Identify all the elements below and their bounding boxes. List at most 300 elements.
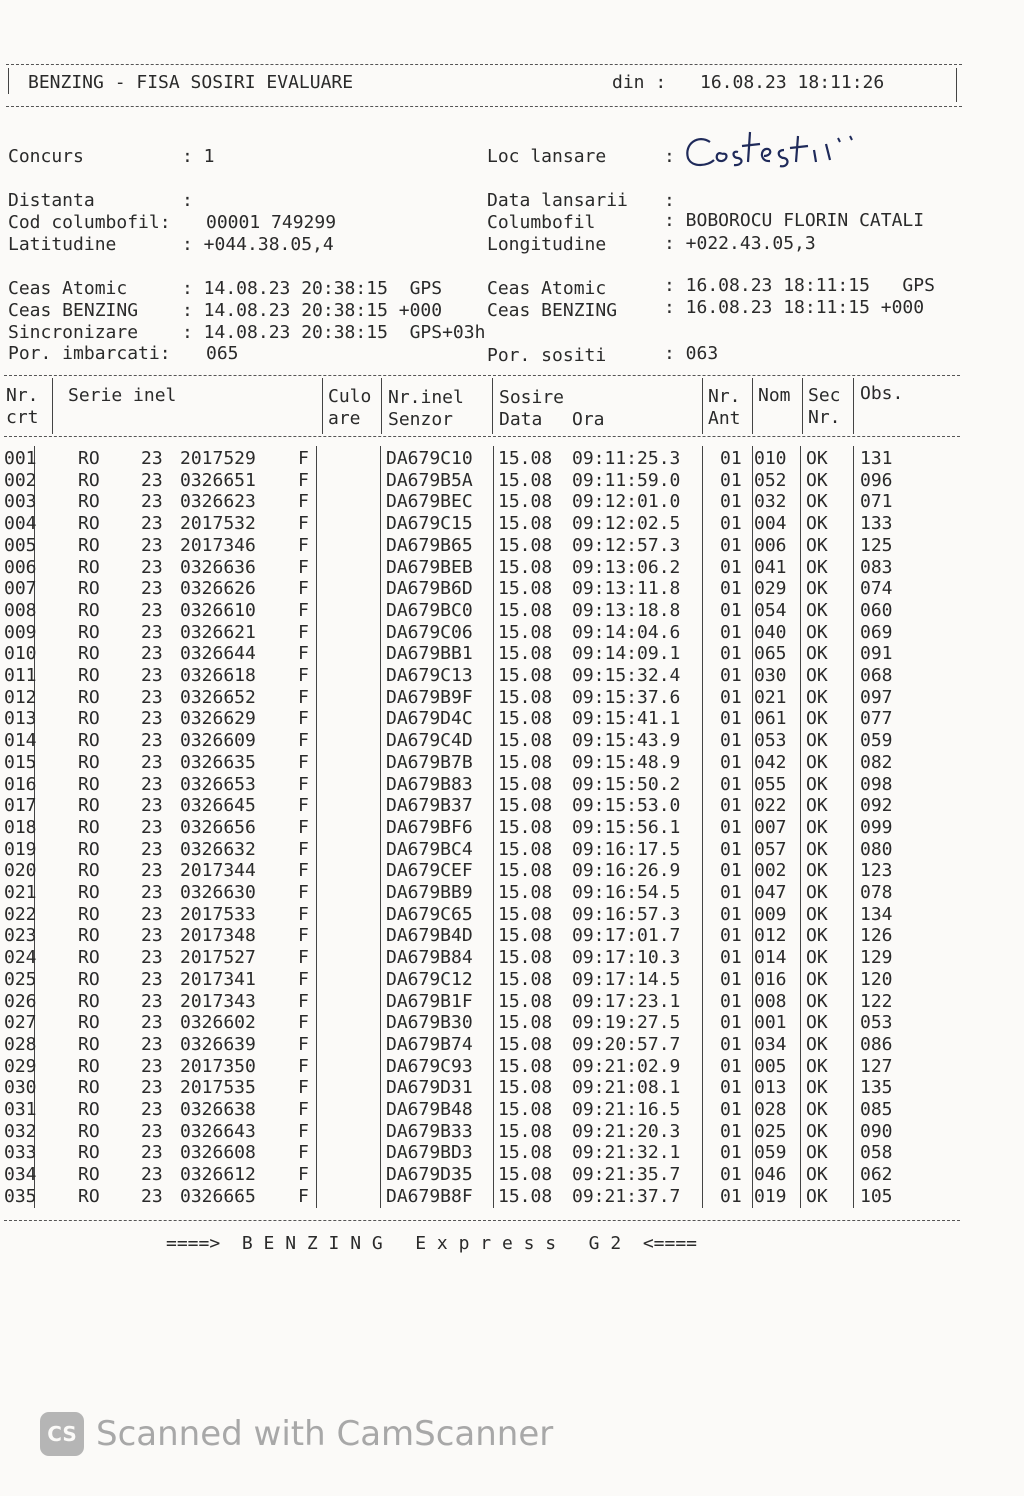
row-arrival-date: 15.08 (498, 1164, 553, 1186)
row-nr: 033 (4, 1142, 37, 1164)
row-sex: F (298, 686, 309, 708)
row-arrival-time: 09:15:53.0 (572, 795, 681, 817)
row-country: RO (78, 534, 100, 556)
row-nr: 004 (4, 513, 37, 535)
distanta-value: : (182, 190, 193, 211)
row-country: RO (78, 1012, 100, 1034)
row-year: 23 (141, 990, 163, 1012)
row-obs: 069 (860, 621, 893, 643)
row-sensor-ring: DA679BC0 (386, 599, 473, 621)
row-sex: F (298, 599, 309, 621)
row-nr: 014 (4, 730, 37, 752)
row-year: 23 (141, 751, 163, 773)
row-antenna: 01 (720, 795, 742, 817)
row-arrival-date: 15.08 (498, 730, 553, 752)
row-sensor-ring: DA679CEF (386, 860, 473, 882)
row-obs: 082 (860, 751, 893, 773)
row-arrival-time: 09:21:35.7 (572, 1164, 681, 1186)
row-sensor-ring: DA679C12 (386, 968, 473, 990)
row-arrival-date: 15.08 (498, 968, 553, 990)
row-arrival-time: 09:15:50.2 (572, 773, 681, 795)
row-nom: 005 (754, 1055, 787, 1077)
row-ring-number: 2017350 (180, 1055, 256, 1077)
row-arrival-time: 09:13:18.8 (572, 599, 681, 621)
row-sec-status: OK (806, 751, 828, 773)
row-country: RO (78, 903, 100, 925)
row-nr: 010 (4, 643, 37, 665)
header-culoare-1: Culo (328, 386, 372, 407)
row-nr: 018 (4, 816, 37, 838)
row-sensor-ring: DA679B33 (386, 1120, 473, 1142)
longitudine-label: Longitudine (487, 234, 607, 255)
row-ring-number: 0326643 (180, 1120, 256, 1142)
row-obs: 096 (860, 469, 893, 491)
row-arrival-date: 15.08 (498, 795, 553, 817)
row-ring-number: 0326644 (180, 643, 256, 665)
row-arrival-date: 15.08 (498, 751, 553, 773)
table-row (0, 904, 1024, 926)
col-sep (381, 378, 382, 434)
row-obs: 077 (860, 708, 893, 730)
row-year: 23 (141, 448, 163, 469)
row-sec-status: OK (806, 448, 828, 469)
row-sec-status: OK (806, 621, 828, 643)
row-arrival-date: 15.08 (498, 491, 553, 513)
row-arrival-date: 15.08 (498, 1120, 553, 1142)
row-sensor-ring: DA679C15 (386, 513, 473, 535)
row-sex: F (298, 1099, 309, 1120)
row-nr: 002 (4, 469, 37, 491)
row-nr: 016 (4, 773, 37, 795)
row-antenna: 01 (720, 1142, 742, 1164)
row-arrival-time: 09:16:57.3 (572, 903, 681, 925)
row-antenna: 01 (720, 838, 742, 860)
row-obs: 120 (860, 968, 893, 990)
row-antenna: 01 (720, 990, 742, 1012)
row-arrival-time: 09:21:08.1 (572, 1077, 681, 1099)
row-sex: F (298, 1142, 309, 1164)
row-arrival-date: 15.08 (498, 578, 553, 600)
row-arrival-time: 09:12:02.5 (572, 513, 681, 535)
row-nr: 025 (4, 968, 37, 990)
row-sex: F (298, 795, 309, 817)
row-antenna: 01 (720, 1012, 742, 1034)
ceas-benzing-end-label: Ceas BENZING (487, 300, 618, 321)
row-ring-number: 0326665 (180, 1185, 256, 1207)
row-year: 23 (141, 773, 163, 795)
col-sep (802, 378, 803, 434)
row-sensor-ring: DA679BEB (386, 556, 473, 578)
row-arrival-time: 09:17:23.1 (572, 990, 681, 1012)
row-sensor-ring: DA679D4C (386, 708, 473, 730)
row-nr: 024 (4, 947, 37, 969)
row-year: 23 (141, 1099, 163, 1120)
row-nr: 022 (4, 903, 37, 925)
row-ring-number: 0326635 (180, 751, 256, 773)
row-sec-status: OK (806, 534, 828, 556)
row-arrival-time: 09:15:41.1 (572, 708, 681, 730)
report-date: 16.08.23 18:11:26 (700, 72, 885, 93)
row-arrival-date: 15.08 (498, 556, 553, 578)
row-arrival-time: 09:11:59.0 (572, 469, 681, 491)
row-sec-status: OK (806, 643, 828, 665)
row-nr: 027 (4, 1012, 37, 1034)
row-antenna: 01 (720, 469, 742, 491)
row-ring-number: 0326630 (180, 882, 256, 903)
row-sex: F (298, 860, 309, 882)
header-culoare-2: are (328, 408, 361, 429)
row-sex: F (298, 469, 309, 491)
row-nom: 008 (754, 990, 787, 1012)
row-nr: 001 (4, 448, 37, 469)
row-sec-status: OK (806, 773, 828, 795)
row-sec-status: OK (806, 860, 828, 882)
row-ring-number: 0326656 (180, 816, 256, 838)
row-arrival-date: 15.08 (498, 513, 553, 535)
header-nr: Nr. (6, 385, 39, 406)
row-sex: F (298, 448, 309, 469)
row-nom: 025 (754, 1120, 787, 1142)
row-sensor-ring: DA679C93 (386, 1055, 473, 1077)
table-row (0, 817, 1024, 839)
row-nom: 007 (754, 816, 787, 838)
row-nom: 034 (754, 1033, 787, 1055)
row-sensor-ring: DA679B4D (386, 925, 473, 947)
row-sensor-ring: DA679C06 (386, 621, 473, 643)
row-sex: F (298, 947, 309, 969)
row-sensor-ring: DA679B74 (386, 1033, 473, 1055)
loc-lansare-value: : (664, 146, 675, 167)
row-year: 23 (141, 599, 163, 621)
row-year: 23 (141, 730, 163, 752)
table-row (0, 665, 1024, 687)
row-nom: 016 (754, 968, 787, 990)
row-nr: 030 (4, 1077, 37, 1099)
row-year: 23 (141, 708, 163, 730)
row-obs: 123 (860, 860, 893, 882)
camscanner-text: Scanned with CamScanner (96, 1414, 554, 1454)
row-arrival-date: 15.08 (498, 1099, 553, 1120)
row-arrival-date: 15.08 (498, 925, 553, 947)
row-antenna: 01 (720, 1185, 742, 1207)
row-nr: 029 (4, 1055, 37, 1077)
row-antenna: 01 (720, 1099, 742, 1120)
row-sex: F (298, 1077, 309, 1099)
row-ring-number: 0326612 (180, 1164, 256, 1186)
row-nr: 020 (4, 860, 37, 882)
row-sensor-ring: DA679B83 (386, 773, 473, 795)
row-country: RO (78, 621, 100, 643)
row-sex: F (298, 1012, 309, 1034)
row-sec-status: OK (806, 968, 828, 990)
header-serie-inel: Serie inel (68, 385, 177, 406)
row-arrival-time: 09:15:32.4 (572, 665, 681, 686)
row-year: 23 (141, 491, 163, 513)
row-ring-number: 0326638 (180, 1099, 256, 1120)
row-nr: 015 (4, 751, 37, 773)
row-nr: 019 (4, 838, 37, 860)
row-sex: F (298, 838, 309, 860)
row-sensor-ring: DA679C10 (386, 448, 473, 469)
row-arrival-date: 15.08 (498, 643, 553, 665)
row-arrival-time: 09:15:43.9 (572, 730, 681, 752)
table-row (0, 448, 1024, 470)
row-sec-status: OK (806, 925, 828, 947)
header-nr-inel: Nr.inel (388, 387, 464, 408)
row-year: 23 (141, 903, 163, 925)
table-row (0, 774, 1024, 796)
table-row (0, 1012, 1024, 1034)
row-year: 23 (141, 925, 163, 947)
row-ring-number: 0326652 (180, 686, 256, 708)
row-arrival-date: 15.08 (498, 947, 553, 969)
row-antenna: 01 (720, 1033, 742, 1055)
row-arrival-time: 09:21:02.9 (572, 1055, 681, 1077)
row-nom: 041 (754, 556, 787, 578)
sincronizare-label: Sincronizare (8, 322, 139, 343)
row-sensor-ring: DA679B84 (386, 947, 473, 969)
row-year: 23 (141, 1012, 163, 1034)
row-arrival-time: 09:17:14.5 (572, 968, 681, 990)
row-antenna: 01 (720, 947, 742, 969)
row-arrival-time: 09:21:20.3 (572, 1120, 681, 1142)
header-senzor: Senzor (388, 409, 454, 430)
longitudine-value: : +022.43.05,3 (664, 233, 816, 254)
row-sec-status: OK (806, 903, 828, 925)
row-ring-number: 2017533 (180, 903, 256, 925)
row-nr: 034 (4, 1164, 37, 1186)
header-crt: crt (6, 407, 39, 428)
row-country: RO (78, 513, 100, 535)
row-obs: 071 (860, 491, 893, 513)
row-sensor-ring: DA679B9F (386, 686, 473, 708)
row-country: RO (78, 1099, 100, 1120)
row-sex: F (298, 1055, 309, 1077)
row-country: RO (78, 448, 100, 469)
row-sex: F (298, 1120, 309, 1142)
table-row (0, 947, 1024, 969)
row-obs: 133 (860, 513, 893, 535)
row-sec-status: OK (806, 795, 828, 817)
row-nr: 009 (4, 621, 37, 643)
row-sec-status: OK (806, 1120, 828, 1142)
header-right-border (956, 68, 957, 102)
row-country: RO (78, 708, 100, 730)
header-data: Data (499, 409, 543, 430)
row-nr: 021 (4, 882, 37, 903)
row-sensor-ring: DA679BEC (386, 491, 473, 513)
row-nom: 028 (754, 1099, 787, 1120)
ceas-atomic-start-label: Ceas Atomic (8, 278, 128, 299)
row-sec-status: OK (806, 491, 828, 513)
row-nom: 012 (754, 925, 787, 947)
row-arrival-date: 15.08 (498, 448, 553, 469)
row-year: 23 (141, 1077, 163, 1099)
row-sex: F (298, 1185, 309, 1207)
por-sositi-value: : 063 (664, 343, 719, 364)
row-nr: 012 (4, 686, 37, 708)
row-nr: 028 (4, 1033, 37, 1055)
table-row (0, 1121, 1024, 1143)
header-top-border (6, 64, 962, 65)
row-antenna: 01 (720, 491, 742, 513)
row-sec-status: OK (806, 730, 828, 752)
report-title: BENZING - FISA SOSIRI EVALUARE (28, 72, 354, 93)
row-nom: 021 (754, 686, 787, 708)
row-nom: 006 (754, 534, 787, 556)
row-antenna: 01 (720, 1077, 742, 1099)
row-nr: 031 (4, 1099, 37, 1120)
row-country: RO (78, 1077, 100, 1099)
row-arrival-time: 09:13:06.2 (572, 556, 681, 578)
row-arrival-date: 15.08 (498, 534, 553, 556)
row-country: RO (78, 1055, 100, 1077)
sincronizare-value: : 14.08.23 20:38:15 GPS+03h (182, 322, 486, 343)
row-antenna: 01 (720, 860, 742, 882)
table-row (0, 643, 1024, 665)
row-country: RO (78, 947, 100, 969)
row-country: RO (78, 1164, 100, 1186)
table-header-bottom-border (4, 436, 960, 437)
row-obs: 083 (860, 556, 893, 578)
row-obs: 105 (860, 1185, 893, 1207)
row-nom: 004 (754, 513, 787, 535)
table-row (0, 969, 1024, 991)
row-antenna: 01 (720, 773, 742, 795)
table-row (0, 513, 1024, 535)
row-sex: F (298, 730, 309, 752)
row-arrival-time: 09:14:09.1 (572, 643, 681, 665)
camscanner-logo-icon: CS (40, 1412, 84, 1456)
row-obs: 080 (860, 838, 893, 860)
table-row (0, 491, 1024, 513)
row-obs: 091 (860, 643, 893, 665)
row-obs: 098 (860, 773, 893, 795)
row-sex: F (298, 708, 309, 730)
row-sensor-ring: DA679B1F (386, 990, 473, 1012)
row-arrival-date: 15.08 (498, 990, 553, 1012)
row-antenna: 01 (720, 513, 742, 535)
row-year: 23 (141, 816, 163, 838)
header-ora: Ora (572, 409, 605, 430)
row-sensor-ring: DA679C65 (386, 903, 473, 925)
row-sex: F (298, 513, 309, 535)
row-arrival-time: 09:21:37.7 (572, 1185, 681, 1207)
por-sositi-label: Por. sositi (487, 345, 607, 366)
row-sensor-ring: DA679BF6 (386, 816, 473, 838)
row-nom: 002 (754, 860, 787, 882)
row-country: RO (78, 990, 100, 1012)
table-row (0, 708, 1024, 730)
cod-columbofil-value: 00001 749299 (206, 212, 337, 233)
row-sec-status: OK (806, 469, 828, 491)
row-year: 23 (141, 795, 163, 817)
row-nom: 059 (754, 1142, 787, 1164)
row-country: RO (78, 1033, 100, 1055)
row-nom: 010 (754, 448, 787, 469)
header-obs: Obs. (860, 383, 904, 404)
row-nom: 052 (754, 469, 787, 491)
row-nr: 005 (4, 534, 37, 556)
row-antenna: 01 (720, 578, 742, 600)
row-nom: 032 (754, 491, 787, 513)
ceas-atomic-start-value: : 14.08.23 20:38:15 GPS (182, 278, 443, 299)
row-ring-number: 0326651 (180, 469, 256, 491)
row-obs: 090 (860, 1120, 893, 1142)
header-sec-nr: Nr. (808, 407, 841, 428)
row-arrival-time: 09:20:57.7 (572, 1033, 681, 1055)
row-ring-number: 0326609 (180, 730, 256, 752)
row-antenna: 01 (720, 1055, 742, 1077)
row-sec-status: OK (806, 665, 828, 686)
row-arrival-time: 09:12:01.0 (572, 491, 681, 513)
row-arrival-date: 15.08 (498, 773, 553, 795)
col-sep (52, 378, 53, 434)
row-ring-number: 0326618 (180, 665, 256, 686)
row-year: 23 (141, 1055, 163, 1077)
row-antenna: 01 (720, 903, 742, 925)
row-nom: 001 (754, 1012, 787, 1034)
row-antenna: 01 (720, 751, 742, 773)
row-antenna: 01 (720, 534, 742, 556)
row-nom: 022 (754, 795, 787, 817)
col-sep (853, 378, 854, 434)
row-arrival-time: 09:19:27.5 (572, 1012, 681, 1034)
row-obs: 058 (860, 1142, 893, 1164)
row-antenna: 01 (720, 925, 742, 947)
row-arrival-time: 09:21:16.5 (572, 1099, 681, 1120)
row-obs: 078 (860, 882, 893, 903)
row-sensor-ring: DA679BD3 (386, 1142, 473, 1164)
row-nom: 055 (754, 773, 787, 795)
row-nr: 032 (4, 1120, 37, 1142)
row-nom: 046 (754, 1164, 787, 1186)
row-year: 23 (141, 1120, 163, 1142)
row-antenna: 01 (720, 556, 742, 578)
row-year: 23 (141, 1185, 163, 1207)
row-arrival-date: 15.08 (498, 903, 553, 925)
row-sex: F (298, 556, 309, 578)
row-year: 23 (141, 882, 163, 903)
row-sensor-ring: DA679B37 (386, 795, 473, 817)
row-sex: F (298, 1033, 309, 1055)
columbofil-label: Columbofil (487, 212, 596, 233)
row-country: RO (78, 1120, 100, 1142)
data-lansarii-label: Data lansarii (487, 190, 628, 211)
header-left-border (8, 68, 9, 94)
row-year: 23 (141, 513, 163, 535)
row-ring-number: 0326608 (180, 1142, 256, 1164)
row-obs: 129 (860, 947, 893, 969)
row-ring-number: 2017343 (180, 990, 256, 1012)
table-top-border (4, 375, 960, 376)
row-obs: 126 (860, 925, 893, 947)
row-sec-status: OK (806, 599, 828, 621)
row-nom: 054 (754, 599, 787, 621)
row-obs: 092 (860, 795, 893, 817)
row-sex: F (298, 968, 309, 990)
row-obs: 135 (860, 1077, 893, 1099)
row-arrival-time: 09:17:10.3 (572, 947, 681, 969)
row-arrival-date: 15.08 (498, 1077, 553, 1099)
row-nom: 009 (754, 903, 787, 925)
row-antenna: 01 (720, 882, 742, 903)
header-sec: Sec (808, 385, 841, 406)
row-sensor-ring: DA679D31 (386, 1077, 473, 1099)
row-nr: 017 (4, 795, 37, 817)
row-sex: F (298, 578, 309, 600)
row-antenna: 01 (720, 1120, 742, 1142)
